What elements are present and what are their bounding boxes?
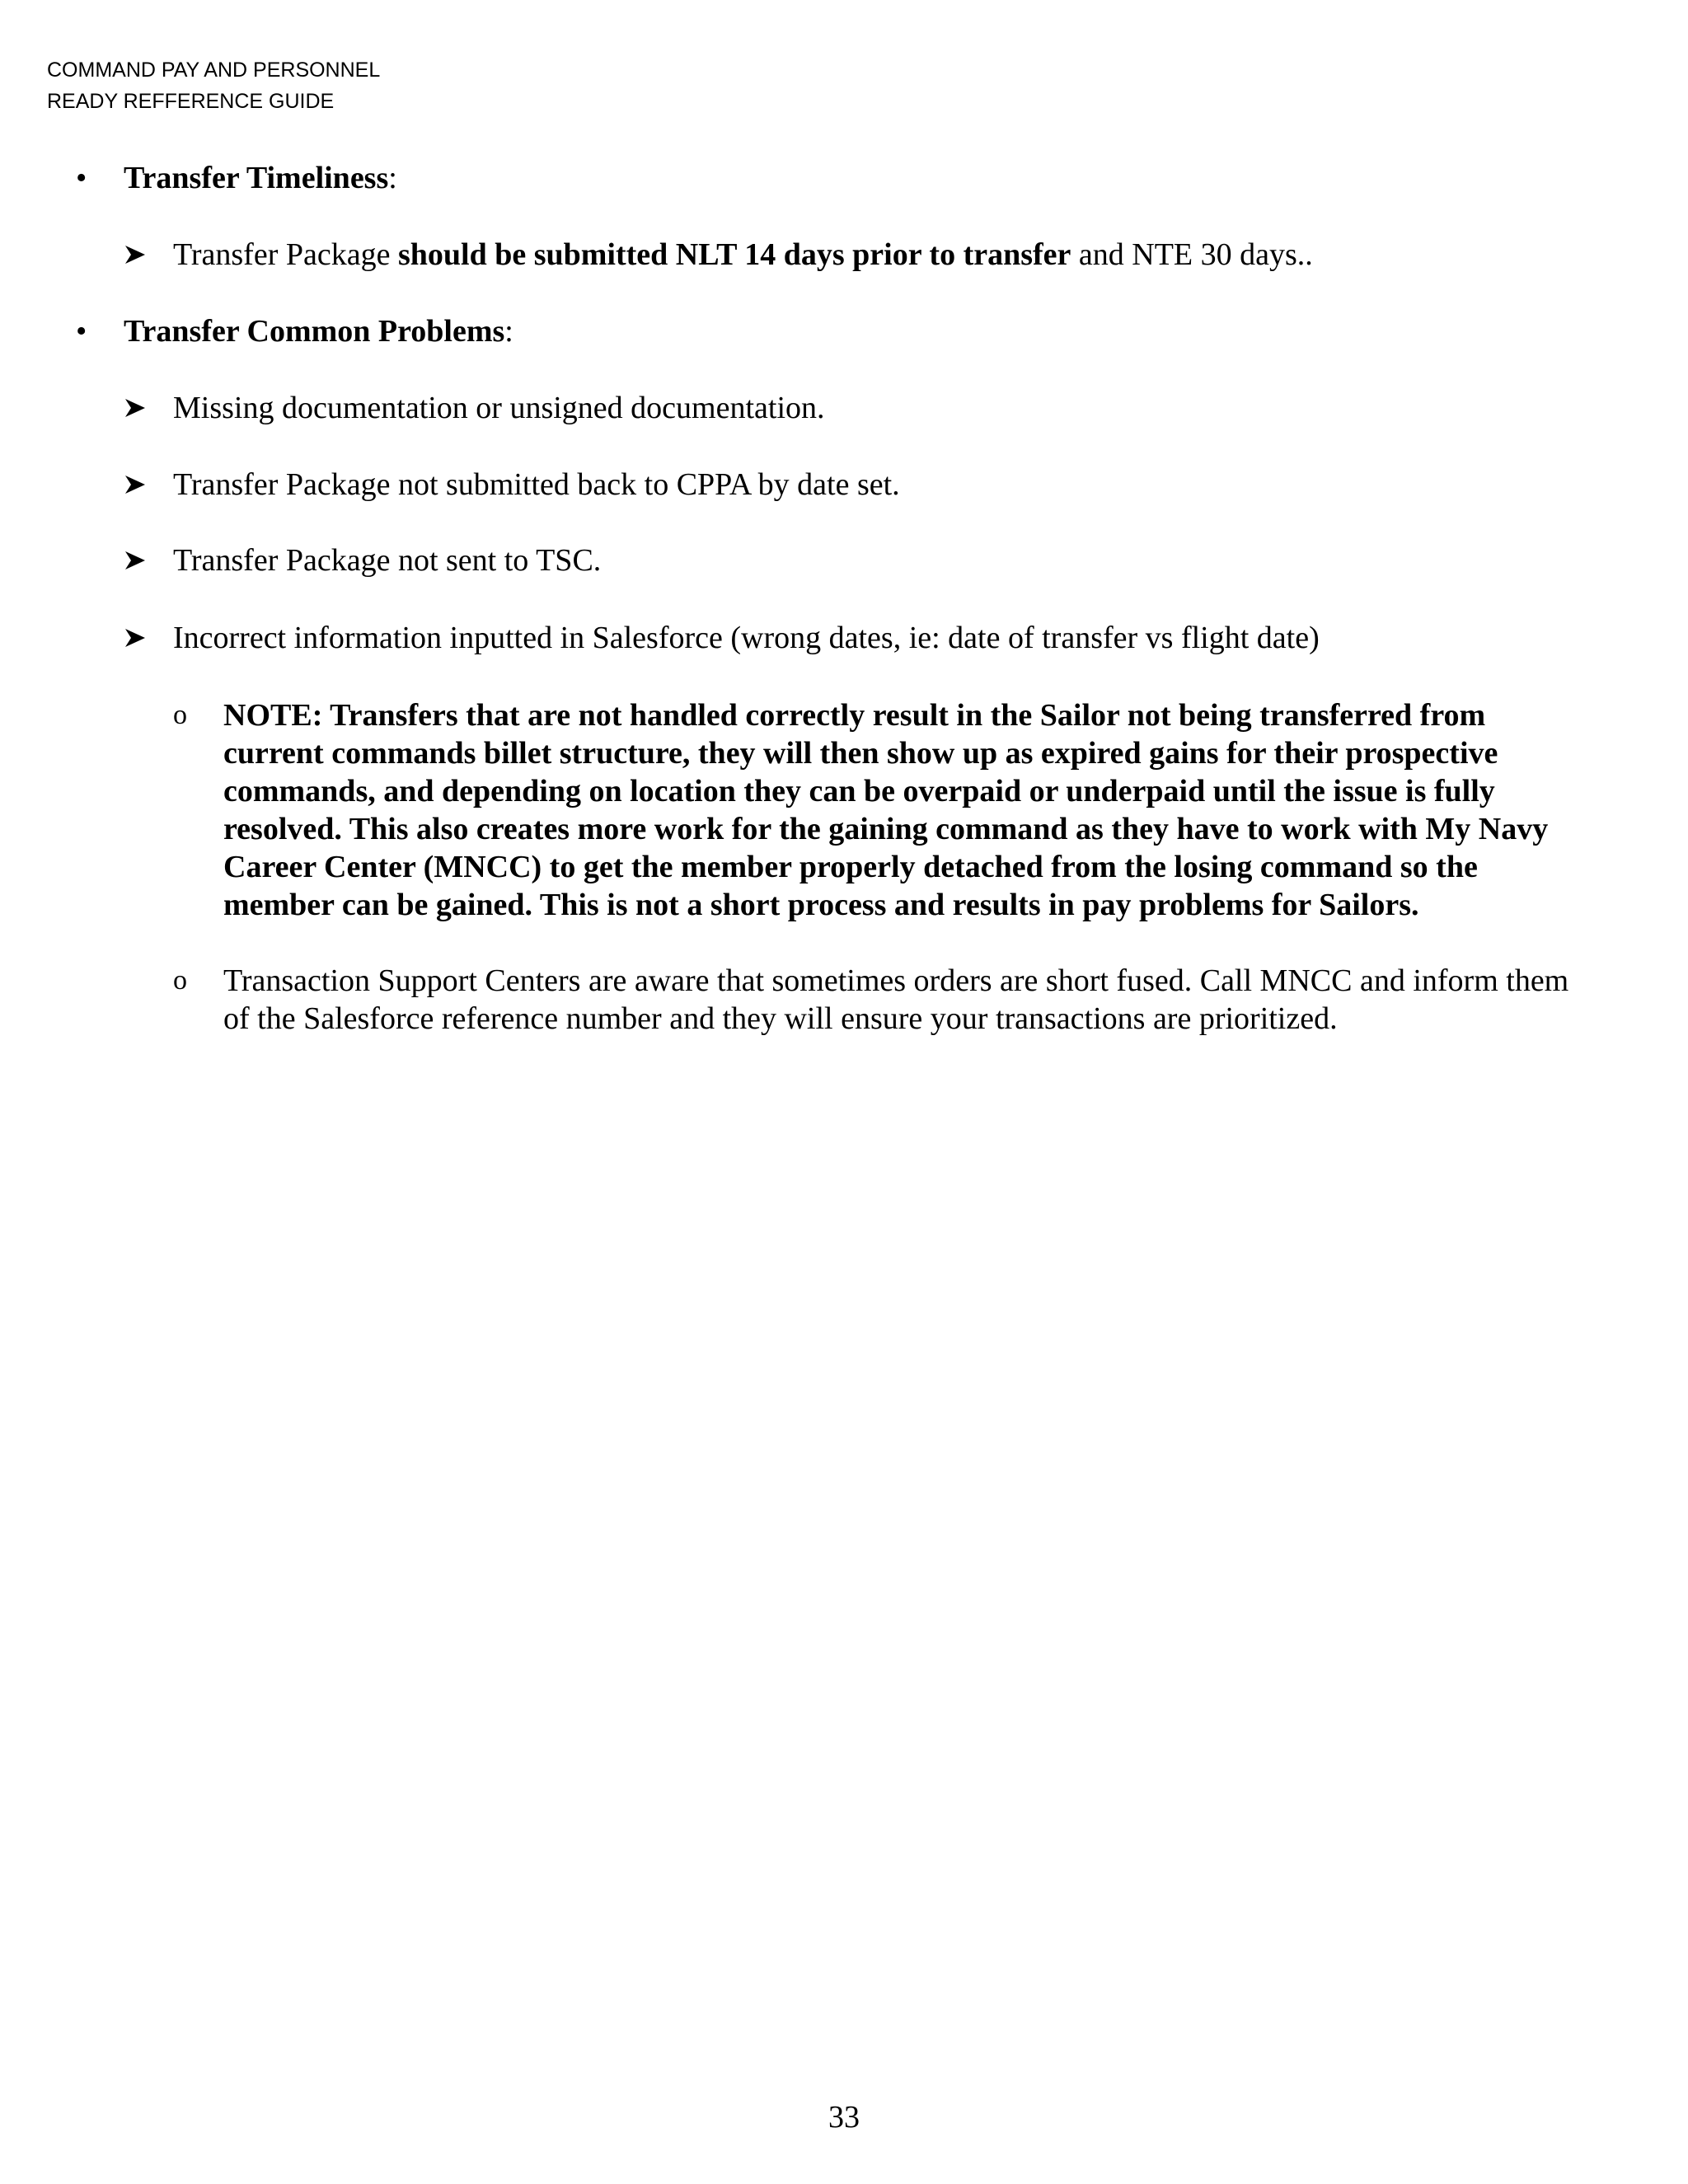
- arrow-bullet-icon: [124, 389, 152, 427]
- list-item-timeliness-1: [173, 236, 1313, 274]
- header-line-1: COMMAND PAY AND PERSONNEL: [47, 59, 381, 82]
- heading-text: Transfer Timeliness: [124, 161, 389, 195]
- section-heading-problems: [124, 312, 513, 350]
- heading-text: Transfer Common Problems: [124, 314, 505, 349]
- section-heading-timeliness: [124, 159, 397, 197]
- header-line-2: READY REFFERENCE GUIDE: [47, 90, 335, 113]
- item-text: Transfer Package: [173, 237, 398, 272]
- bullet-icon: •: [76, 314, 87, 349]
- arrow-bullet-icon: [124, 619, 152, 657]
- list-item-problems-4: Incorrect information inputted in Salesforce (wrong dates, ie: date of transfer vs flight date): [173, 621, 1320, 655]
- heading-colon: :: [504, 314, 513, 349]
- note-paragraph: NOTE: Transfers that are not handled correctly result in the Sailor not being transferred from current commands billet structure, they will then show up as expired gains for their prospective commands, and depending on location they can be overpaid or underpaid until the issue is fully resolved. This also creates more work for the gaining command as they have to work with My Navy Career Center (MNCC) to get the member properly detached from the losing command so the member can be gained. This is not a short process and results in pay problems for Sailors.: [223, 698, 1549, 922]
- arrow-bullet-icon: [124, 541, 152, 579]
- bullet-icon: •: [76, 161, 87, 195]
- list-item-problems-2: Transfer Package not submitted back to CPPA by date set.: [173, 467, 900, 502]
- support-paragraph: Transaction Support Centers are aware that sometimes orders are short fused. Call MNCC and inform them of the Salesforce reference number and they will ensure your transactions are prioritized.: [223, 963, 1569, 1036]
- arrow-bullet-icon: [124, 236, 152, 274]
- heading-colon: :: [388, 161, 397, 195]
- document-header: [47, 54, 380, 117]
- page-number: 33: [828, 2100, 860, 2135]
- arrow-bullet-icon: [124, 466, 152, 504]
- list-item-problems-1: Missing documentation or unsigned documentation.: [173, 391, 825, 425]
- item-emphasis: should be submitted NLT 14 days prior to transfer: [397, 237, 1071, 272]
- list-item-problems-3: Transfer Package not sent to TSC.: [173, 543, 602, 578]
- circle-bullet-icon: o: [173, 700, 187, 730]
- circle-bullet-icon: o: [173, 965, 187, 996]
- item-text: and NTE 30 days..: [1071, 237, 1313, 272]
